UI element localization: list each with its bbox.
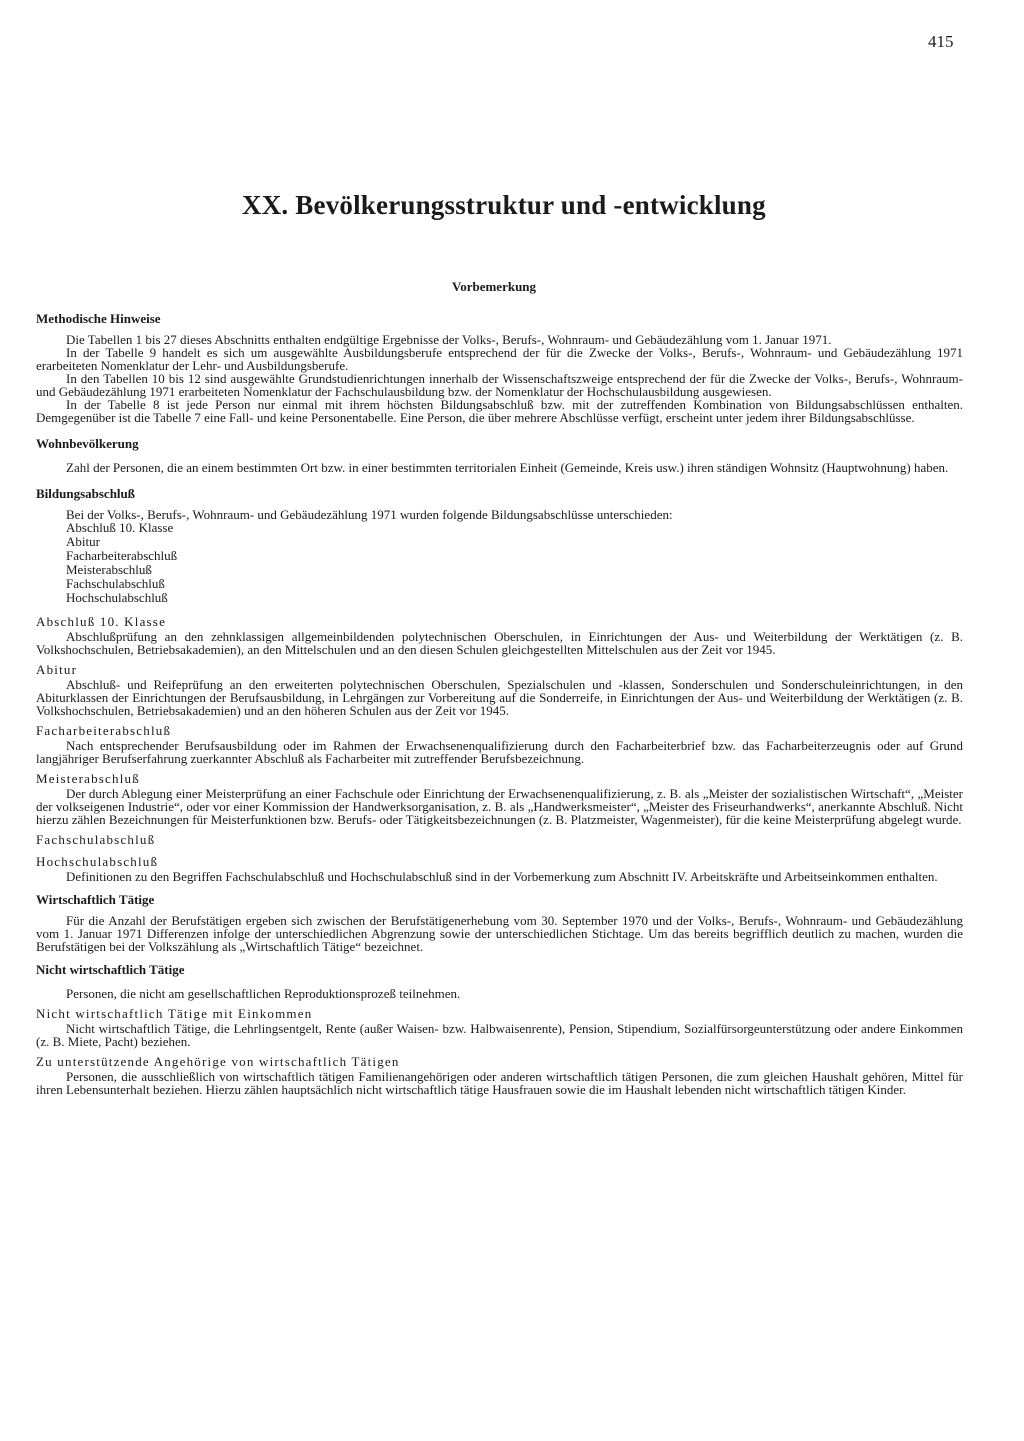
paragraph: In der Tabelle 8 ist jede Person nur einmal mit ihrem höchsten Bildungsabschluß bzw. mit der zutreffenden Kombination von Bildungsabschlüssen enthalten. Demgegenüber ist die Tabelle 7 eine Fall- und keine Personentabelle. Eine Person, die über mehrere Abschlüsse verfügt, erscheint unter jedem ihrer Bildungsabschlüsse.	[36, 397, 963, 425]
paragraph: Bei der Volks-, Berufs-, Wohnraum- und Gebäudezählung 1971 wurden folgende Bildungsabschlüsse unterschieden:	[66, 507, 673, 522]
paragraph: Für die Anzahl der Berufstätigen ergeben sich zwischen der Berufstätigenerhebung vom 30. September 1970 und der Volks-, Berufs-, Wohnraum- und Gebäudezählung vom 1. Januar 1971 Differenzen infolge der unterschiedlichen Abgrenzung sowie der unterschiedlichen Stichtage. Um das bereits begrifflich deutlich zu machen, wurden die Berufstätigen bei der Volkszählung als „Wirtschaftlich Tätige“ bezeichnet.	[36, 913, 963, 954]
list-item: Abschluß 10. Klasse	[66, 520, 174, 535]
section-heading-nicht-mit-einkommen: Nicht wirtschaftlich Tätige mit Einkommen	[36, 1006, 313, 1021]
paragraph: In den Tabellen 10 bis 12 sind ausgewählte Grundstudienrichtungen innerhalb der Wissenschaftszweige entsprechend der für die Zwecke der Volks-, Berufs-, Wohnraum- und Gebäudezählung 1971 erarbeiteten Nomenklatur der Fachschulausbildung bzw. der Nomenklatur der Hochschulausbildung ausgewiesen.	[36, 371, 963, 399]
section-heading-angehoerige: Zu unterstützende Angehörige von wirtschaftlich Tätigen	[36, 1054, 400, 1069]
paragraph: Abschluß- und Reifeprüfung an den erweiterten polytechnischen Oberschulen, Spezialschulen und -klassen, Sonderschulen und Sonderschuleinrichtungen, in den Abiturklassen der Einrichtungen der Berufsausbildung, in Lehrgängen zur Vorbereitung auf die Sonderreife, in Einrichtungen der Aus- und Weiterbildung der Werktätigen (z. B. Volkshochschulen, Betriebsakademien) und an den höheren Schulen aus der Zeit vor 1945.	[36, 677, 963, 718]
section-heading-fachschul: Fachschulabschluß	[36, 832, 156, 847]
intro-heading: Vorbemerkung	[452, 279, 537, 294]
list-item: Meisterabschluß	[66, 562, 152, 577]
paragraph: Zahl der Personen, die an einem bestimmten Ort bzw. in einer bestimmten territorialen Einheit (Gemeinde, Kreis usw.) ihren ständigen Wohnsitz (Hauptwohnung) haben.	[66, 460, 949, 475]
section-heading-abitur: Abitur	[36, 662, 78, 677]
content-body	[36, 311, 963, 1096]
paragraph: Nicht wirtschaftlich Tätige, die Lehrlingsentgelt, Rente (außer Waisen- bzw. Halbwaisenrente), Pension, Stipendium, Sozialfürsorgeunterstützung oder andere Einkommen (z. B. Miete, Pacht) beziehen.	[36, 1021, 963, 1049]
paragraph: Personen, die nicht am gesellschaftlichen Reproduktionsprozeß teilnehmen.	[66, 986, 461, 1001]
paragraph: Abschlußprüfung an den zehnklassigen allgemeinbildenden polytechnischen Oberschulen, in Einrichtungen der Aus- und Weiterbildung der Werktätigen (z. B. Volkshochschulen, Betriebsakademien), an den Mittelschulen und an den diesen Schulen gleichgestellten Mittelschulen aus der Zeit vor 1945.	[36, 629, 963, 657]
paragraph: Personen, die ausschließlich von wirtschaftlich tätigen Familienangehörigen oder anderen wirtschaftlich tätigen Personen, die zum gleichen Haushalt gehören, Mittel für ihren Lebensunterhalt beziehen. Hierzu zählen hauptsächlich nicht wirtschaftlich tätige Hausfrauen sowie die im Haushalt lebenden nicht wirtschaftlich tätigen Kinder.	[36, 1069, 963, 1097]
paragraph: Die Tabellen 1 bis 27 dieses Abschnitts enthalten endgültige Ergebnisse der Volks-, Berufs-, Wohnraum- und Gebäudezählung vom 1. Januar 1971.	[66, 332, 832, 347]
list-item: Fachschulabschluß	[66, 576, 165, 591]
degree-list	[36, 521, 963, 605]
paragraph: Nach entsprechender Berufsausbildung oder im Rahmen der Erwachsenenqualifizierung durch den Facharbeiterbrief bzw. das Facharbeiterzeugnis oder auf Grund langjähriger Berufserfahrung zuerkannter Abschluß als Facharbeiter mit zutreffender Berufsbezeichnung.	[36, 738, 963, 766]
list-item: Abitur	[66, 534, 100, 549]
paragraph: In der Tabelle 9 handelt es sich um ausgewählte Ausbildungsberufe entsprechend der für die Zwecke der Volks-, Berufs-, Wohnraum- und Gebäudezählung 1971 erarbeiteten Nomenklatur der Lehr- und Ausbildungsberufe.	[36, 345, 963, 373]
list-item: Facharbeiterabschluß	[66, 548, 178, 563]
paragraph: Der durch Ablegung einer Meisterprüfung an einer Fachschule oder Einrichtung der Erwachsenenqualifizierung, z. B. als „Meister der sozialistischen Wirtschaft“, „Meister der volkseigenen Industrie“, oder vor einer Kommission der Handwerksorganisation, z. B. als „Handwerksmeister“, „Meister des Friseurhandwerks“, anerkannte Abschluß. Nicht hierzu zählen Bezeichnungen für Meisterfunktionen bzw. Berufs- oder Tätigkeitsbezeichnungen (z. B. Platzmeister, Wagenmeister), für die keine Meisterprüfung abgelegt wurde.	[36, 786, 963, 827]
paragraph: Definitionen zu den Begriffen Fachschulabschluß und Hochschulabschluß sind in der Vorbemerkung zum Abschnitt IV. Arbeitskräfte und Arbeitseinkommen enthalten.	[66, 869, 938, 884]
section-heading-methodische: Methodische Hinweise	[36, 311, 161, 326]
page-number: 415	[928, 32, 954, 51]
section-heading-bildungsabschluss: Bildungsabschluß	[36, 486, 136, 501]
section-heading-nicht-wirtschaftlich: Nicht wirtschaftlich Tätige	[36, 962, 185, 977]
section-heading-abschluss10: Abschluß 10. Klasse	[36, 614, 167, 629]
section-heading-wirtschaftlich: Wirtschaftlich Tätige	[36, 892, 155, 907]
section-heading-meister: Meisterabschluß	[36, 771, 140, 786]
section-heading-facharbeiter: Facharbeiterabschluß	[36, 723, 172, 738]
chapter-title: XX. Bevölkerungsstruktur und -entwicklung	[242, 190, 766, 220]
section-heading-hochschul: Hochschulabschluß	[36, 854, 159, 869]
list-item: Hochschulabschluß	[66, 590, 168, 605]
section-heading-wohnbevoelkerung: Wohnbevölkerung	[36, 436, 139, 451]
